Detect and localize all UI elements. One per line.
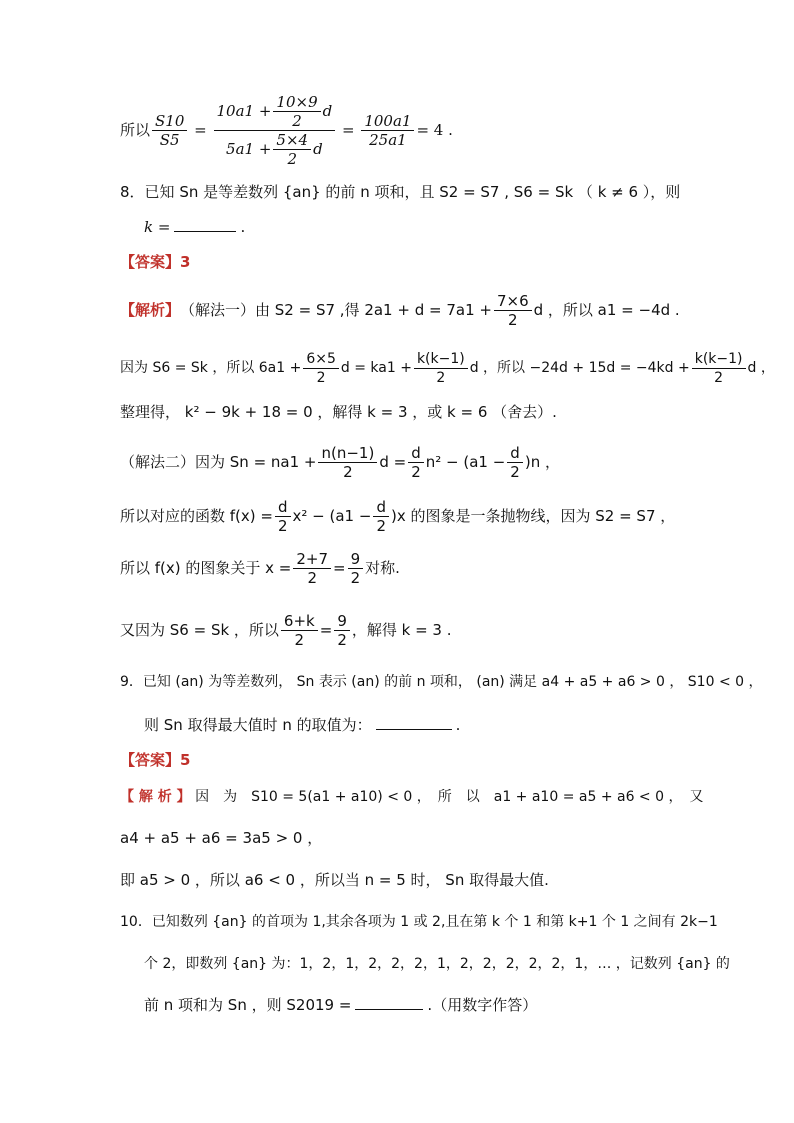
question-text: 已知 Sn 是等差数列 {an} 的前 n 项和，且 S2 = S7 , S6 = Sk （ k ≠ 6 ），则 [144, 183, 681, 201]
answer-value: 5 [180, 751, 191, 769]
question-9 [120, 672, 762, 692]
q9-analysis-line2: a4 + a5 + a6 = 3a5 > 0 ， [120, 829, 323, 847]
question-8-line2: k = . [144, 218, 246, 236]
answer-blank [174, 230, 236, 232]
question-10-line2: 个 2，即数列 {an} 为：1，2，1，2，2，2，1，2，2，2，2，2，1，… ，记数列 {an} 的 [144, 956, 730, 972]
question-number: 10． [120, 914, 152, 930]
intro-result: = 4 . [416, 121, 453, 139]
analysis-label: 【解析】 [120, 301, 181, 319]
q9-answer [120, 750, 190, 770]
intro-line: 所以 $\frac{S10}{S5}$ = 10a1 + $\frac{10\times 9}{2}$ d 5a1 + $\frac{5\times 4}{2}$ d = $\frac{100a1}{25a1}$ = 4 . [120, 92, 453, 168]
answer-blank [355, 1008, 423, 1010]
question-text: 已知数列 {an} 的首项为 1,其余各项为 1 或 2,且在第 k 个 1 和第 k+1 个 1 之间有 2k−1 [151, 914, 718, 930]
answer-label: 【答案】 [120, 751, 181, 769]
q9-analysis-line1: 【 解 析 】 因 为 S10 = 5(a1 + a10) < 0 ， 所 以 a1 + a10 = a5 + a6 < 0 ， 又 [120, 789, 704, 805]
answer-value: 3 [180, 253, 191, 271]
q8-analysis-line1: 【解析】 （解法一）由 S2 = S7 ,得 2a1 + d = 7a1 + $\frac{7\times 6}{2}$ d ，所以 a1 = −4d . [120, 291, 680, 329]
question-8 [120, 182, 680, 202]
q8-analysis-line6: 所以 f(x) 的图象关于 x = $\frac{2+7}{2}$ = $\frac{9}{2}$ 对称. [120, 549, 400, 587]
q8-analysis-line3: 整理得， k² − 9k + 18 = 0 ，解得 k = 3 ，或 k = 6 （舍去）. [120, 403, 557, 421]
q8-analysis-line7: 又因为 S6 = Sk ，所以 $\frac{6+k}{2}$ = $\frac{9}{2}$ ，解得 k = 3 . [120, 611, 452, 649]
ratio-fraction: $\frac{S10}{S5}$ [152, 112, 187, 149]
q8-answer [120, 252, 190, 272]
analysis-label: 【 解 析 】 [120, 789, 191, 805]
answer-label: 【答案】 [120, 253, 181, 271]
question-text: 已知 (an) 为等差数列， Sn 表示 (an) 的前 n 项和， (an) 满足 a4 + a5 + a6 > 0 ， S10 < 0 ， [142, 674, 763, 690]
question-10-line3: 前 n 项和为 Sn ，则 S2019 = .（用数字作答） [144, 996, 538, 1014]
simplified-fraction: $\frac{100a1}{25a1}$ [361, 112, 414, 149]
answer-blank [376, 728, 452, 730]
intro-prefix: 所以 [120, 121, 151, 139]
expanded-fraction: 10a1 + $\frac{10\times 9}{2}$ d 5a1 + $\frac{5\times 4}{2}$ d [214, 93, 336, 168]
question-number: 9． [120, 674, 143, 690]
q9-analysis-line3: 即 a5 > 0 ，所以 a6 < 0 ，所以当 n = 5 时， Sn 取得最大值. [120, 871, 549, 889]
question-number: 8． [120, 183, 145, 201]
q8-analysis-line2: 因为 S6 = Sk ，所以 6a1 + $\frac{6\times 5}{2}$ d = ka1 + $\frac{k(k-1)}{2}$ d ，所以 −24d + 15d = −4kd + $\frac{k(k-1)}{2}$ d ， [120, 350, 775, 386]
question-9-line2: 则 Sn 取得最大值时 n 的取值为： . [144, 716, 461, 734]
q8-analysis-line4: （解法二）因为 Sn = na1 + $\frac{n(n-1)}{2}$ d = $\frac{d}{2}$ n² − (a1 − $\frac{d}{2}$ )n ， [120, 443, 560, 481]
question-10 [120, 912, 718, 932]
q8-analysis-line5: 所以对应的函数 f(x) = $\frac{d}{2}$ x² − (a1 − $\frac{d}{2}$ )x 的图象是一条抛物线，因为 S2 = S7 ， [120, 497, 676, 535]
